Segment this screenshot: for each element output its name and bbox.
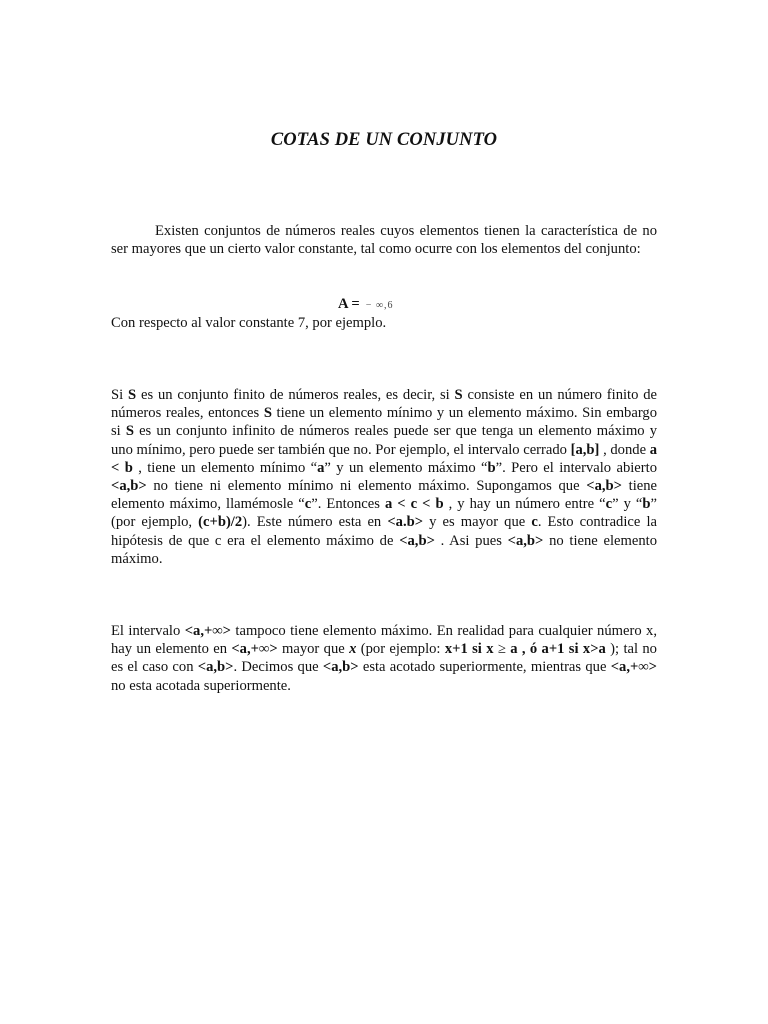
text-run: es un conjunto finito de números reales, es decir, si xyxy=(136,387,455,403)
set-symbol: S xyxy=(125,423,134,440)
infinite-interval: <a,+∞> xyxy=(184,623,231,639)
open-interval: <a,b> xyxy=(322,659,359,676)
text-run: ”. Entonces xyxy=(311,496,385,513)
open-interval: <a,b> xyxy=(111,478,147,495)
paragraph-intro xyxy=(111,222,657,258)
text-run: esta acotado superiormente, mientras que xyxy=(358,659,611,676)
ge-symbol: ≥ xyxy=(493,641,511,658)
text-run: . Decimos que xyxy=(233,659,323,676)
formula-label: A = xyxy=(338,296,360,312)
open-interval: <a,b> xyxy=(197,659,234,676)
symbol-b: b xyxy=(642,496,651,513)
text-run: , donde xyxy=(599,441,650,458)
example-condition: a , ó a+1 si x>a xyxy=(510,641,606,658)
page-title: COTAS DE UN CONJUNTO xyxy=(270,130,498,150)
infinite-interval: <a,+∞> xyxy=(610,659,657,676)
paragraph-finite-sets xyxy=(111,386,657,568)
text-run: , y hay un número entre “ xyxy=(443,496,606,513)
text-run: , tiene un elemento mínimo “ xyxy=(132,459,318,476)
symbol-c: c xyxy=(605,496,613,513)
text-run: tiene elemento máximo, llamémosle “ xyxy=(111,478,658,513)
text-run: y es mayor que xyxy=(423,514,532,531)
text-run: (por ejemplo: xyxy=(356,641,445,658)
paragraph-constant xyxy=(111,314,657,332)
paragraph-constant-text: Con respecto al valor constante 7, por ejemplo. xyxy=(111,315,387,331)
open-interval: <a,b> xyxy=(586,478,622,495)
symbol-c: c xyxy=(531,514,538,531)
symbol-a: a xyxy=(317,459,325,476)
symbol-b: b xyxy=(487,459,496,476)
text-run: no tiene elemento máximo. xyxy=(111,532,657,567)
open-interval: <a,b> xyxy=(507,532,544,549)
set-formula xyxy=(338,295,393,315)
text-run: consiste en un número finito de números reales, entonces xyxy=(111,387,658,422)
symbol-c: c xyxy=(304,496,312,513)
text-run: tampoco tiene elemento máximo. En realidad para cualquier número x, hay un elemento en xyxy=(111,623,657,658)
set-symbol: S xyxy=(128,387,137,403)
set-symbol: S xyxy=(454,387,463,403)
open-interval: <a,b> xyxy=(399,532,435,549)
text-run: ). Este número esta en xyxy=(242,514,388,531)
text-run: ”. Pero el intervalo abierto xyxy=(495,459,657,476)
inequality: a < c < b xyxy=(384,496,444,513)
midpoint-expression: (c+b)/2 xyxy=(198,514,243,531)
text-run: mayor que xyxy=(277,641,350,658)
paragraph-intro-text: Existen conjuntos de números reales cuyos elementos tienen la característica de no ser mayores que un cierto valor constante, tal como ocurre con los elementos del conjunto: xyxy=(111,223,657,258)
text-run: El intervalo xyxy=(111,623,185,639)
text-run: ” y un elemento máximo “ xyxy=(324,459,488,476)
text-run: . Asi pues xyxy=(434,532,508,549)
text-run: . Esto contradice la hipótesis de que c era el elemento máximo de xyxy=(111,514,657,549)
infinite-interval: <a,+∞> xyxy=(231,641,278,658)
inequality: a < b xyxy=(111,441,657,476)
text-run: ” y “ xyxy=(612,496,643,513)
closed-interval: [a,b] xyxy=(570,441,600,458)
text-run: ” (por ejemplo, xyxy=(111,496,657,531)
text-run: no tiene ni elemento mínimo ni elemento máximo. Supongamos que xyxy=(146,478,587,495)
text-run: Si xyxy=(111,387,129,403)
text-run: no esta acotada superiormente. xyxy=(111,677,291,694)
text-run: tiene un elemento mínimo y un elemento máximo. Sin embargo si xyxy=(111,405,658,440)
formula-value: − ∞,6 xyxy=(365,300,394,311)
paragraph-bounded xyxy=(111,622,657,695)
example-condition: x+1 si x xyxy=(444,641,494,658)
text-run: ); tal no es el caso con xyxy=(111,641,657,676)
set-symbol: S xyxy=(263,405,272,422)
open-interval: <a.b> xyxy=(387,514,424,531)
symbol-x: x xyxy=(349,641,357,658)
text-run: es un conjunto infinito de números reales puede ser que tenga un elemento máximo y uno mínimo, pero puede ser también que no. Por ejemplo, el intervalo cerrado xyxy=(111,423,657,458)
